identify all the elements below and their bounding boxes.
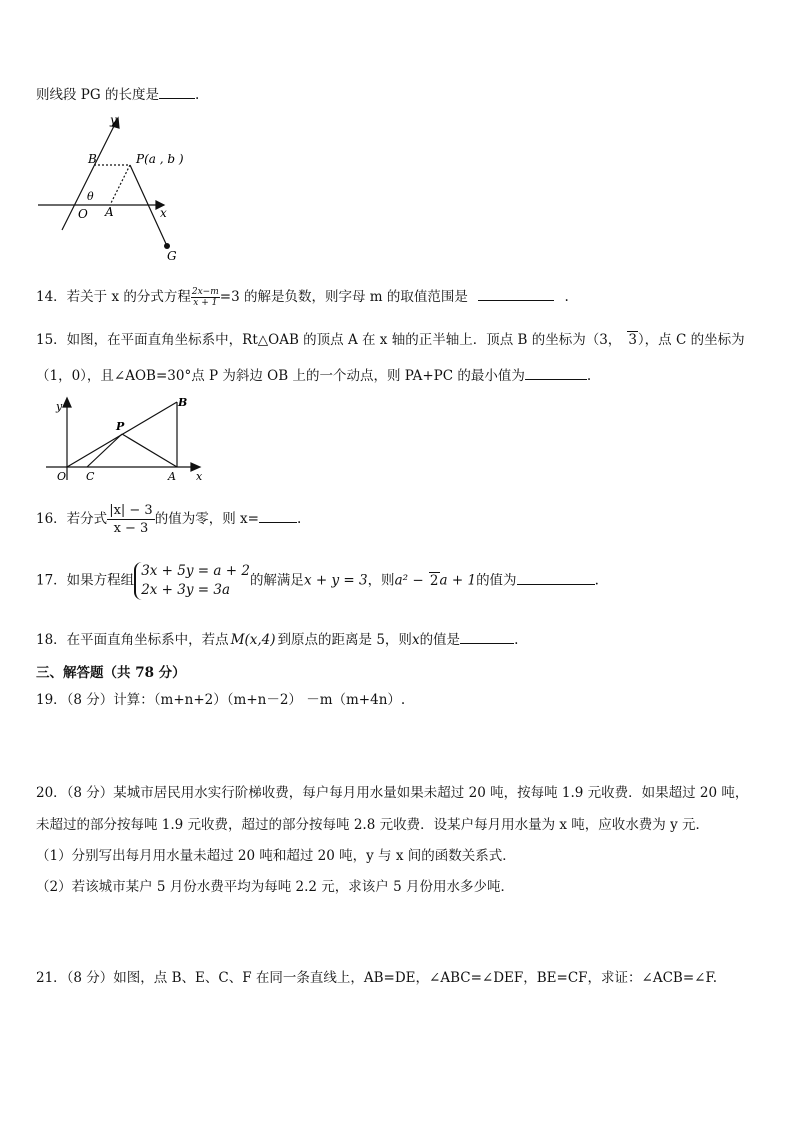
answer-blank[interactable] <box>517 583 595 585</box>
answer-blank[interactable] <box>525 378 587 380</box>
q15-line2: （1，0），且∠AOB=30°点 P 为斜边 OB 上的一个动点，则 PA+PC 的最小值为 . <box>36 368 592 384</box>
point-b-label: B <box>88 152 97 166</box>
origin-label: O <box>78 207 88 221</box>
q18: 18．在平面直角坐标系中，若点 M(x,4) 到原点的距离是 5，则x的值是 . <box>36 632 519 648</box>
q20-line1: 20．（8 分）某城市居民用水实行阶梯收费，每户每月用水量如果未超过 20 吨，按每吨 1.9 元收费．如果超过 20 吨， <box>36 785 749 801</box>
sqrt: 3 <box>628 332 637 348</box>
q20-part1: （1）分别写出每月用水量未超过 20 吨和超过 20 吨，y 与 x 间的函数关系式． <box>36 848 516 864</box>
answer-blank[interactable] <box>259 521 297 523</box>
q15-figure <box>40 392 210 487</box>
q17: 17．如果方程组 3x + 5y = a + 2 2x + 3y = 3a 的解满足x + y = 3，则a² − 2a + 1的值为 . <box>36 563 599 598</box>
point-p-label: P <box>116 420 125 433</box>
q14: 14．若关于 x 的分式方程 $\frac{2x-m}{x + 1}$ =3 的解是负数，则字母 m 的取值范围是 . <box>36 287 569 308</box>
q20-line2: 未超过的部分按每吨 1.9 元收费，超过的部分按每吨 2.8 元收费．设某户每月用水量为 x 吨，应收水费为 y 元． <box>36 817 710 833</box>
q19: 19．（8 分）计算：（m+n+2）（m+n－2） －m（m+4n）. <box>36 692 406 708</box>
q20-part2: （2）若该城市某户 5 月份水费平均为每吨 2.2 元，求该户 5 月份用水多少吨． <box>36 879 514 895</box>
point-a-label: A <box>105 205 114 219</box>
axis-y-label: y <box>56 400 63 413</box>
axis-x-label: x <box>196 470 203 483</box>
q15-line1: 15．如图，在平面直角坐标系中，Rt△OAB 的顶点 A 在 x 轴的正半轴上．顶点 B 的坐标为（3， 3），点 C 的坐标为 <box>36 332 745 348</box>
equation-system: 3x + 5y = a + 2 2x + 3y = 3a <box>134 562 250 600</box>
q21: 21．（8 分）如图，点 B、E、C、F 在同一条直线上，AB=DE，∠ABC=∠DEF，BE=CF，求证：∠ACB=∠F. <box>36 970 718 986</box>
axis-y-label: y <box>110 113 117 127</box>
angle-theta-label: θ <box>87 190 94 203</box>
point-g-label: G <box>167 249 177 263</box>
point-b-label: B <box>178 396 188 409</box>
point-a-label: A <box>168 470 176 483</box>
sqrt: 2 <box>429 572 439 589</box>
q13-text: 则线段 PG 的长度是 . <box>36 87 200 103</box>
answer-blank[interactable] <box>478 299 554 301</box>
fraction: $\frac{2x-m}{x + 1}$ <box>191 287 219 308</box>
point-p-label: P(a , b ) <box>136 152 184 166</box>
point-c-label: C <box>86 470 95 483</box>
section-title: 三、解答题（共 78 分） <box>36 665 186 681</box>
q13-figure <box>34 110 204 265</box>
origin-label: O <box>57 470 67 483</box>
answer-blank[interactable] <box>460 642 514 644</box>
fraction: $\frac{|x| - 3}{x - 3}$ <box>109 503 153 536</box>
answer-blank[interactable] <box>159 97 195 99</box>
q16: 16．若分式 $\frac{|x| - 3}{x - 3}$ 的值为零，则 x= . <box>36 503 302 536</box>
axis-x-label: x <box>160 206 167 220</box>
